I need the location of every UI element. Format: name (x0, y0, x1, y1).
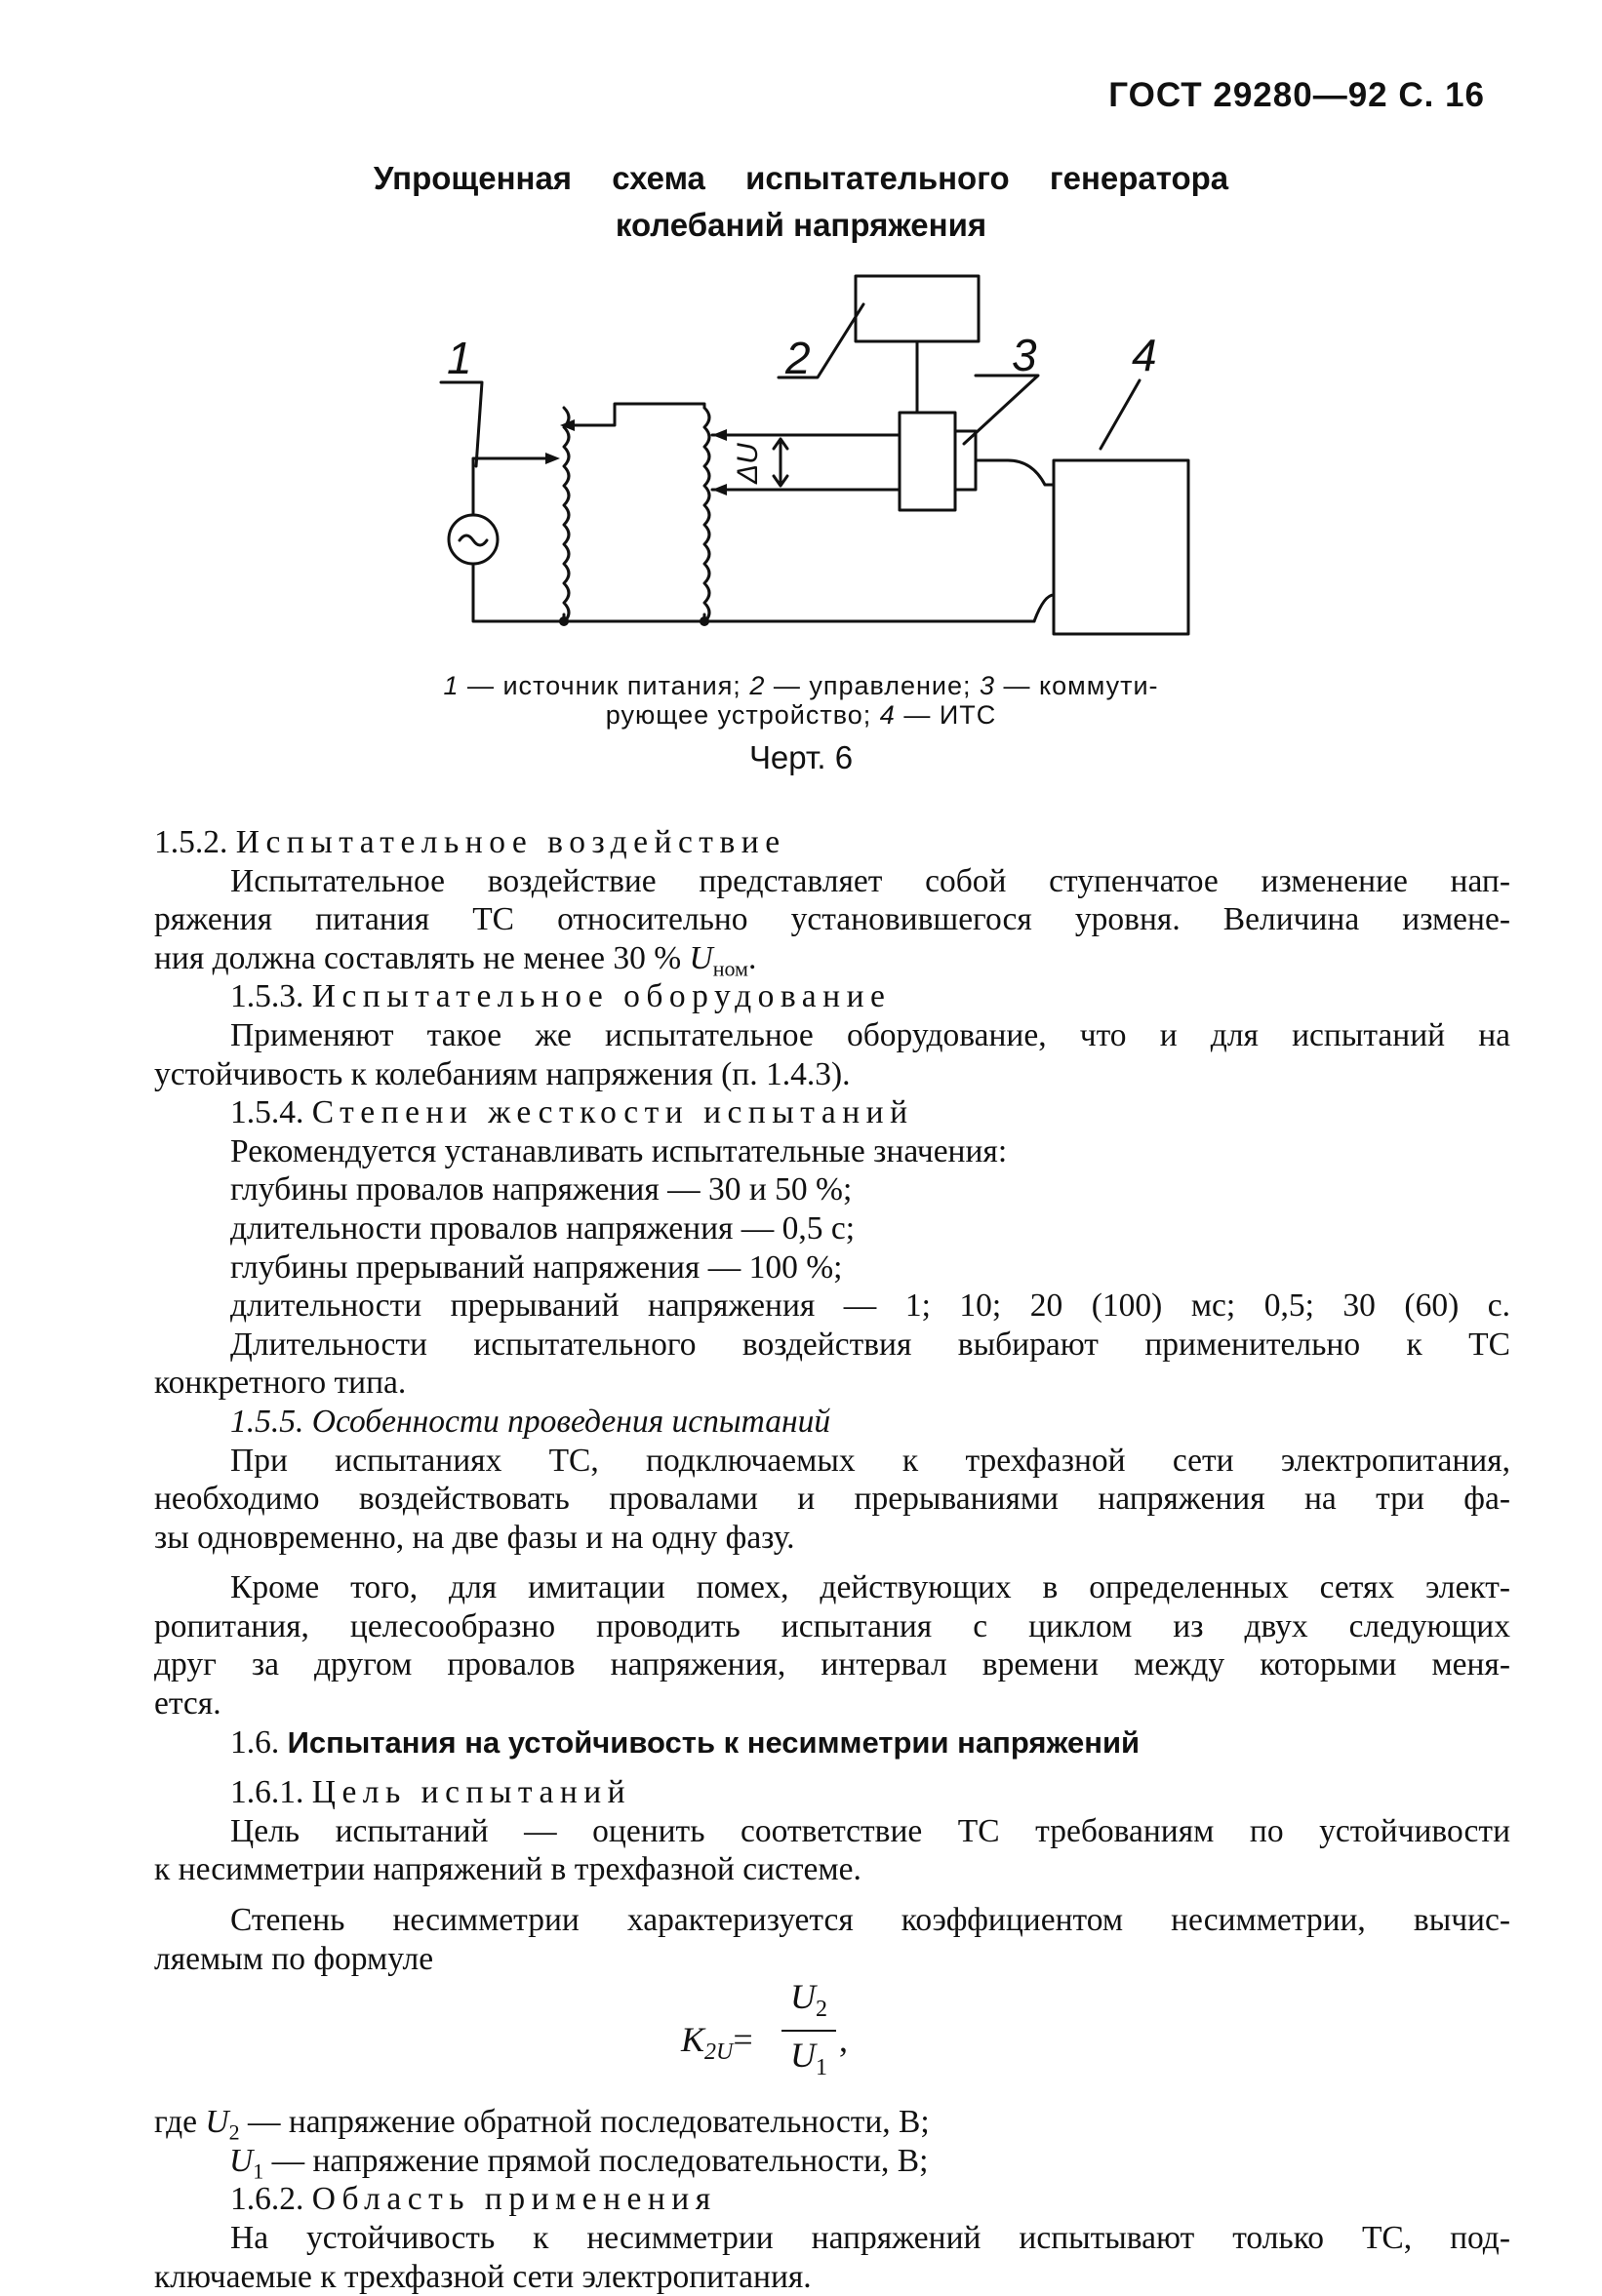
its-wire-upper (976, 460, 1054, 485)
label-1: 1 (447, 333, 472, 383)
delta-u-label: ΔU (732, 443, 764, 484)
paragraph-line: длительности прерываний напряжения — 1; 10; 20 (100) мс; 0,5; 30 (60) с. (230, 1287, 1510, 1325)
formula-k2u (154, 1978, 1510, 2103)
formula-comma: , (839, 2020, 848, 2060)
section-1-5-2-heading: 1.5.2. Испытательное воздействие (154, 824, 786, 860)
leader-line-4 (1101, 380, 1140, 449)
section-1-5-4-heading: 1.5.4. Степени жесткости испытаний (230, 1094, 914, 1131)
left-autotransformer-coil (564, 408, 569, 622)
where-line-1: где $U_2$ — напряжение обратной последовательности, В; (154, 2104, 930, 2145)
figure-title-line1: Упрощенная схема испытательного генератора (373, 160, 1229, 196)
gost-page-header: ГОСТ 29280—92 С. 16 (1108, 76, 1485, 114)
section-1-5-3-heading: 1.5.3. Испытательное оборудование (230, 978, 892, 1015)
paragraph-line: На устойчивость к несимметрии напряжений испытывают только ТС, под- (230, 2220, 1510, 2256)
paragraph-line: устойчивость к колебаниям напряжения (п. 1.4.3). (154, 1055, 851, 1092)
paragraph-line: Рекомендуется устанавливать испытательные значения: (230, 1132, 1008, 1169)
document-body (154, 823, 1510, 2296)
paragraph-line: ется. (154, 1685, 221, 1722)
chart-number-label: Черт. 6 (748, 739, 854, 775)
section-1-6-1-heading: 1.6.1. Цель испытаний (230, 1774, 632, 1811)
source-wire-bottom (473, 564, 1034, 621)
junction-left (559, 616, 569, 626)
arrowhead-tap-left-2 (545, 453, 560, 464)
paragraph-line: Кроме того, для имитации помех, действующих в определенных сетях элект- (230, 1569, 1510, 1606)
formula-denominator: $U_1$ (790, 2036, 827, 2081)
paragraph-line: необходимо воздействовать провалами и прерываниями напряжения на три фа- (154, 1481, 1510, 1518)
control-unit-block (856, 276, 979, 341)
paragraph-line: Испытательное воздействие представляет собой ступенчатое изменение нап- (230, 862, 1510, 899)
paragraph-line: Применяют такое же испытательное оборудование, что и для испытаний на (230, 1016, 1510, 1053)
paragraph-line: длительности провалов напряжения — 0,5 с; (230, 1209, 856, 1247)
figure-caption-line1: 1 — источник питания; 2 — управление; 3 — коммути- (443, 671, 1159, 700)
figure-title-line2: колебаний напряжения (615, 207, 987, 243)
delta-u-arrow (774, 439, 787, 486)
figure-caption-line2: рующее устройство; 4 — ИТС (605, 700, 997, 730)
paragraph-line: конкретного типа. (154, 1365, 407, 1402)
label-2: 2 (785, 333, 811, 383)
paragraph-line: ляемым по формуле (154, 1940, 434, 1977)
its-block (1054, 460, 1188, 634)
tap-link-wire (569, 404, 704, 425)
leader-line-1 (441, 382, 482, 466)
source-wire-top (473, 458, 552, 515)
ac-source-tilde (460, 535, 487, 545)
paragraph-line: Цель испытаний — оценить соответствие ТС требованиям по устойчивости (230, 1812, 1510, 1849)
arrowhead-output-1 (712, 429, 727, 441)
paragraph-line: к несимметрии напряжений в трехфазной системе. (154, 1851, 861, 1888)
paragraph-line: ропитания, целесообразно проводить испытания с циклом из двух следующих (154, 1607, 1510, 1644)
paragraph-line: Степень несимметрии характеризуется коэффициентом несимметрии, вычис- (230, 1902, 1510, 1939)
formula-lhs: $K_{2U}=$ (681, 2020, 753, 2066)
paragraph-line: глубины прерываний напряжения — 100 %; (230, 1248, 843, 1286)
switching-device-block (900, 413, 955, 510)
paragraph-line: ключаемые к трехфазной сети электропитания. (154, 2258, 812, 2295)
formula-fraction-bar (781, 2030, 836, 2032)
leader-line-3 (964, 376, 1038, 444)
section-1-6-2-heading: 1.6.2. Область применения (230, 2181, 717, 2218)
paragraph-line: друг за другом провалов напряжения, интервал времени между которыми меня- (154, 1646, 1510, 1683)
paragraph-line: ния должна составлять не менее 30 % $U_{ном}$. (154, 939, 757, 981)
junction-right (700, 616, 709, 626)
paragraph-line: При испытаниях ТС, подключаемых к трехфазной сети электропитания, (230, 1442, 1510, 1479)
where-line-2: $U_1$ — напряжение прямой последовательности, В; (229, 2142, 929, 2184)
label-4: 4 (1132, 330, 1157, 380)
switching-device-contact (955, 431, 976, 490)
paragraph-line: ряжения питания ТС относительно установившегося уровня. Величина измене- (154, 901, 1510, 938)
its-wire-lower (1034, 595, 1054, 621)
formula-numerator: $U_2$ (790, 1977, 827, 2023)
paragraph-line: Длительности испытательного воздействия выбирают применительно к ТС (230, 1326, 1510, 1363)
label-3: 3 (1012, 330, 1037, 380)
arrowhead-output-2 (712, 484, 727, 495)
paragraph-line: глубины провалов напряжения — 30 и 50 %; (230, 1171, 853, 1208)
right-autotransformer-coil (704, 408, 709, 622)
section-1-5-5-heading: 1.5.5. Особенности проведения испытаний (230, 1403, 831, 1440)
paragraph-line: зы одновременно, на две фазы и на одну фазу. (154, 1519, 795, 1556)
section-1-6-heading: 1.6. Испытания на устойчивость к несимметрии напряжений (230, 1723, 1141, 1761)
